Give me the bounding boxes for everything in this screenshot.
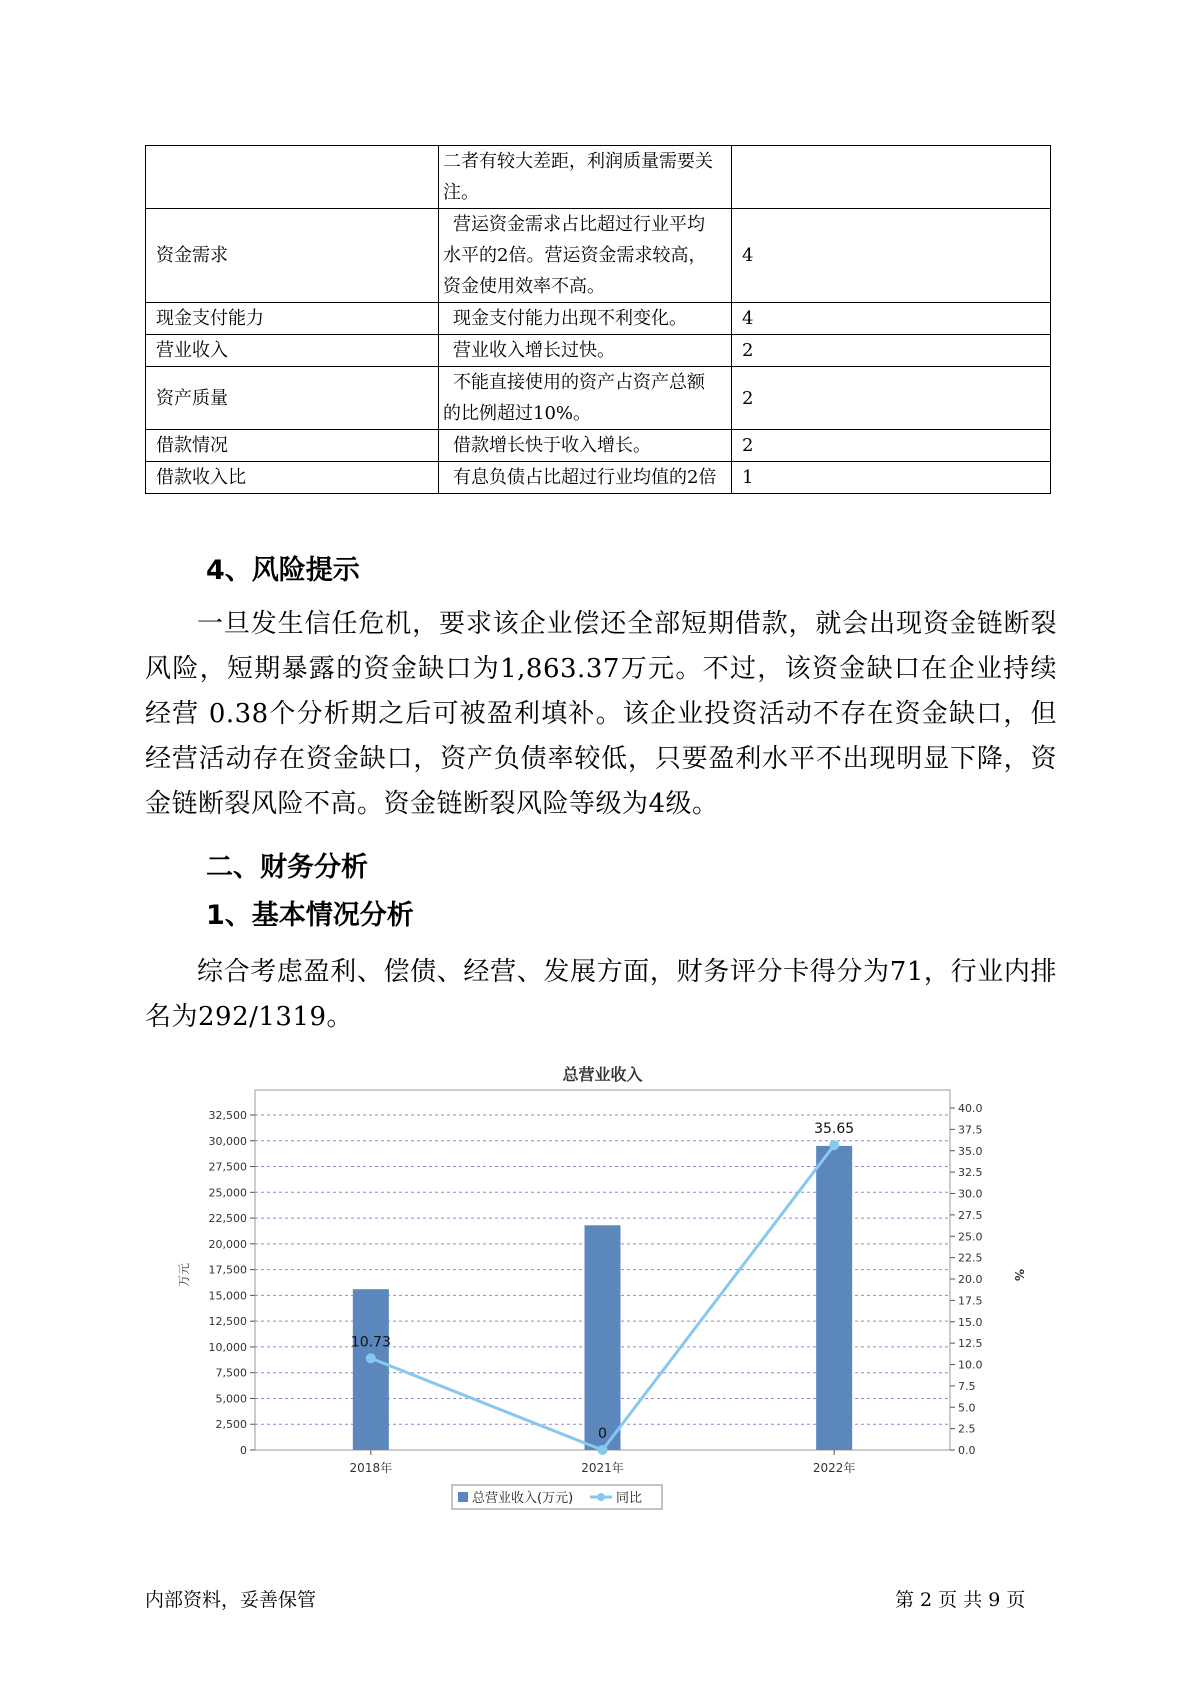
risk-item-description (439, 209, 732, 303)
y2-tick-label: 0.0 (958, 1444, 976, 1457)
legend-line-label: 同比 (616, 1491, 643, 1506)
x-tick-label: 2021年 (581, 1461, 624, 1475)
risk-heading: 4、风险提示 (206, 555, 360, 586)
table-row (146, 430, 1051, 462)
risk-item-name (146, 146, 439, 209)
revenue-bar (816, 1146, 852, 1450)
footer-confidential: 内部资料，妥善保管 (145, 1589, 317, 1611)
risk-table-body (146, 146, 1051, 494)
risk-item-name: 资产质量 (146, 367, 439, 430)
y-tick-label: 20,000 (208, 1237, 247, 1251)
table-row (146, 335, 1051, 367)
y-tick-label: 25,000 (208, 1186, 247, 1200)
y-axis-label: 万元 (177, 1262, 191, 1288)
y-tick-label: 15,000 (208, 1289, 247, 1303)
chart-title: 总营业收入 (562, 1065, 643, 1084)
y2-tick-label: 5.0 (958, 1401, 976, 1415)
risk-item-name: 资金需求 (146, 209, 439, 303)
y-tick-label: 12,500 (208, 1315, 247, 1329)
description-line: 营运资金需求占比超过行业平均 (453, 214, 705, 235)
risk-level: 4 (732, 303, 1051, 335)
y-tick-label: 7,500 (215, 1366, 247, 1380)
revenue-chart (170, 1065, 1030, 1540)
y2-tick-label: 30.0 (958, 1187, 983, 1201)
risk-item-description (439, 367, 732, 430)
y-tick-label: 22,500 (208, 1212, 247, 1226)
y2-tick-label: 32.5 (958, 1166, 983, 1180)
y2-tick-label: 2.5 (958, 1422, 976, 1436)
table-row (146, 462, 1051, 494)
legend-bar-label: 总营业收入(万元) (472, 1491, 574, 1506)
y-tick-label: 5,000 (215, 1392, 247, 1406)
yoy-data-label: 0 (598, 1426, 607, 1442)
x-tick-label: 2018年 (349, 1461, 393, 1475)
y2-tick-label: 27.5 (958, 1208, 983, 1222)
y2-tick-label: 22.5 (958, 1251, 983, 1265)
risk-table (145, 145, 1051, 494)
y2-tick-label: 15.0 (958, 1315, 983, 1329)
legend-line-marker (597, 1493, 605, 1501)
risk-level: 2 (732, 430, 1051, 462)
y-tick-label: 30,000 (208, 1134, 247, 1148)
risk-item-name: 借款情况 (146, 430, 439, 462)
basic-analysis-paragraph: 综合考虑盈利、偿债、经营、发展方面，财务评分卡得分为71，行业内排名为292/1319。 (145, 957, 1057, 1032)
footer-page-number: 第 2 页 共 9 页 (895, 1589, 1026, 1611)
legend-bar-swatch (458, 1492, 468, 1502)
description-line: 不能直接使用的资产占资产总额 (453, 372, 705, 393)
risk-item-name: 借款收入比 (146, 462, 439, 494)
yoy-point (366, 1353, 376, 1363)
risk-item-description (439, 430, 732, 462)
description-line: 借款增长快于收入增长。 (453, 435, 651, 456)
risk-item-name: 营业收入 (146, 335, 439, 367)
risk-item-description (439, 462, 732, 494)
revenue-bar (350, 1289, 391, 1450)
y-tick-label: 0 (240, 1444, 247, 1457)
y-tick-label: 27,500 (208, 1160, 247, 1174)
description-line: 资金使用效率不高。 (443, 276, 605, 297)
y-tick-label: 32,500 (208, 1109, 247, 1122)
description-line: 二者有较大差距，利润质量需要关 (443, 151, 713, 172)
risk-item-description (439, 335, 732, 367)
y2-tick-label: 17.5 (958, 1294, 983, 1308)
yoy-data-label: 10.73 (350, 1334, 391, 1351)
table-row (146, 303, 1051, 335)
risk-level: 2 (732, 367, 1051, 430)
yoy-data-label: 35.65 (814, 1121, 855, 1138)
y2-tick-label: 35.0 (958, 1144, 983, 1158)
description-line: 水平的2倍。营运资金需求较高， (443, 245, 707, 266)
y2-tick-label: 40.0 (958, 1102, 983, 1115)
risk-level: 2 (732, 335, 1051, 367)
y-tick-label: 17,500 (208, 1263, 247, 1277)
description-line: 现金支付能力出现不利变化。 (453, 308, 687, 329)
description-line: 有息负债占比超过行业均值的2倍 (453, 467, 717, 488)
y2-tick-label: 7.5 (958, 1379, 976, 1393)
y2-tick-label: 25.0 (958, 1230, 983, 1244)
x-tick-label: 2022年 (812, 1461, 856, 1475)
yoy-point (829, 1140, 839, 1150)
finance-heading: 二、财务分析 (206, 852, 368, 883)
description-line: 营业收入增长过快。 (453, 340, 615, 361)
risk-level (732, 146, 1051, 209)
y-tick-label: 2,500 (215, 1418, 247, 1432)
basic-analysis-heading: 1、基本情况分析 (206, 900, 414, 931)
table-row (146, 146, 1051, 209)
risk-level: 4 (732, 209, 1051, 303)
risk-level: 1 (732, 462, 1051, 494)
table-row (146, 209, 1051, 303)
risk-item-name: 现金支付能力 (146, 303, 439, 335)
y-tick-label: 10,000 (208, 1340, 247, 1354)
y2-tick-label: 37.5 (958, 1123, 983, 1137)
description-line: 注。 (443, 182, 479, 203)
revenue-bar (585, 1225, 621, 1450)
description-line: 的比例超过10%。 (443, 403, 592, 424)
y2-tick-label: 12.5 (958, 1337, 983, 1351)
risk-paragraph: 一旦发生信任危机，要求该企业偿还全部短期借款，就会出现资金链断裂风险，短期暴露的资金缺口为1,863.37万元。不过，该资金缺口在企业持续经营 0.38个分析期之后可被盈利填补。该企业投资活动不存在资金缺口，但经营活动存在资金缺口，资产负债率较低，只要盈利水平不出现明显下降，资金链断裂风险不高。资金链断裂风险等级为4级。 (145, 609, 1057, 819)
risk-item-description (439, 146, 732, 209)
yoy-point (598, 1445, 608, 1455)
y2-tick-label: 10.0 (958, 1358, 983, 1372)
risk-item-description (439, 303, 732, 335)
table-row (146, 367, 1051, 430)
y2-tick-label: 20.0 (958, 1273, 983, 1286)
y2-axis-label: % (1012, 1268, 1026, 1282)
